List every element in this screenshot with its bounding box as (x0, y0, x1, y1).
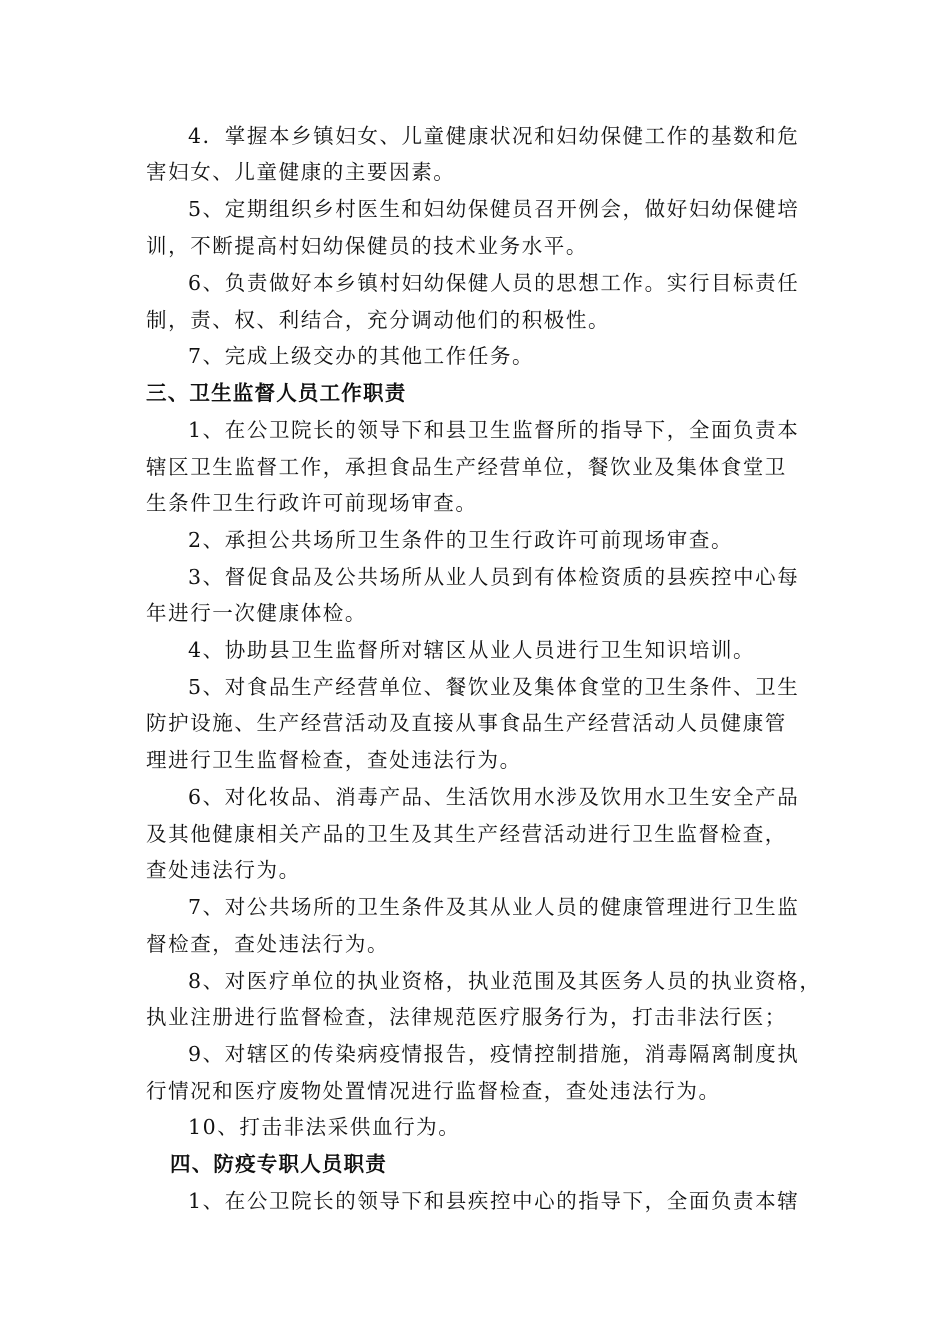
text-line: 理进行卫生监督检查，查处违法行为。 (146, 748, 522, 772)
text-line: 1、在公卫院长的领导下和县疾控中心的指导下，全面负责本辖 (188, 1189, 800, 1213)
text-line: 行情况和医疗废物处置情况进行监督检查，查处违法行为。 (146, 1079, 721, 1103)
text-line: 查处违法行为。 (146, 858, 301, 882)
text-line: 年进行一次健康体检。 (146, 601, 367, 625)
text-line: 督检查，查处违法行为。 (146, 932, 390, 956)
text-line: 9、对辖区的传染病疫情报告，疫情控制措施，消毒隔离制度执 (188, 1042, 800, 1066)
text-line: 2、承担公共场所卫生条件的卫生行政许可前现场审查。 (188, 528, 734, 552)
text-line: 4、协助县卫生监督所对辖区从业人员进行卫生知识培训。 (188, 638, 756, 662)
text-line: 8、对医疗单位的执业资格，执业范围及其医务人员的执业资格， (188, 969, 822, 993)
text-line: 5、对食品生产经营单位、餐饮业及集体食堂的卫生条件、卫生 (188, 675, 800, 699)
text-line: 7、对公共场所的卫生条件及其从业人员的健康管理进行卫生监 (188, 895, 800, 919)
text-line: 执业注册进行监督检查，法律规范医疗服务行为，打击非法行医； (146, 1005, 787, 1029)
section-heading: 三、卫生监督人员工作职责 (146, 381, 407, 405)
text-line: 5、定期组织乡村医生和妇幼保健员召开例会，做好妇幼保健培 (188, 197, 800, 221)
text-line: 4．掌握本乡镇妇女、儿童健康状况和妇幼保健工作的基数和危 (188, 124, 800, 148)
text-line: 1、在公卫院长的领导下和县卫生监督所的指导下，全面负责本 (188, 418, 800, 442)
text-line: 制，责、权、利结合，充分调动他们的积极性。 (146, 308, 611, 332)
section-heading: 四、防疫专职人员职责 (170, 1152, 387, 1176)
text-line: 生条件卫生行政许可前现场审查。 (146, 491, 478, 515)
text-line: 害妇女、儿童健康的主要因素。 (146, 160, 456, 184)
text-line: 3、督促食品及公共场所从业人员到有体检资质的县疾控中心每 (188, 565, 800, 589)
text-line: 7、完成上级交办的其他工作任务。 (188, 344, 535, 368)
text-line: 6、对化妆品、消毒产品、生活饮用水涉及饮用水卫生安全产品 (188, 785, 800, 809)
text-line: 10、打击非法采供血行为。 (188, 1115, 461, 1139)
text-line: 辖区卫生监督工作，承担食品生产经营单位，餐饮业及集体食堂卫 (146, 455, 787, 479)
text-line: 防护设施、生产经营活动及直接从事食品生产经营活动人员健康管 (146, 711, 787, 735)
text-line: 6、负责做好本乡镇村妇幼保健人员的思想工作。实行目标责任 (188, 271, 800, 295)
text-line: 及其他健康相关产品的卫生及其生产经营活动进行卫生监督检查， (146, 822, 787, 846)
text-line: 训，不断提高村妇幼保健员的技术业务水平。 (146, 234, 588, 258)
